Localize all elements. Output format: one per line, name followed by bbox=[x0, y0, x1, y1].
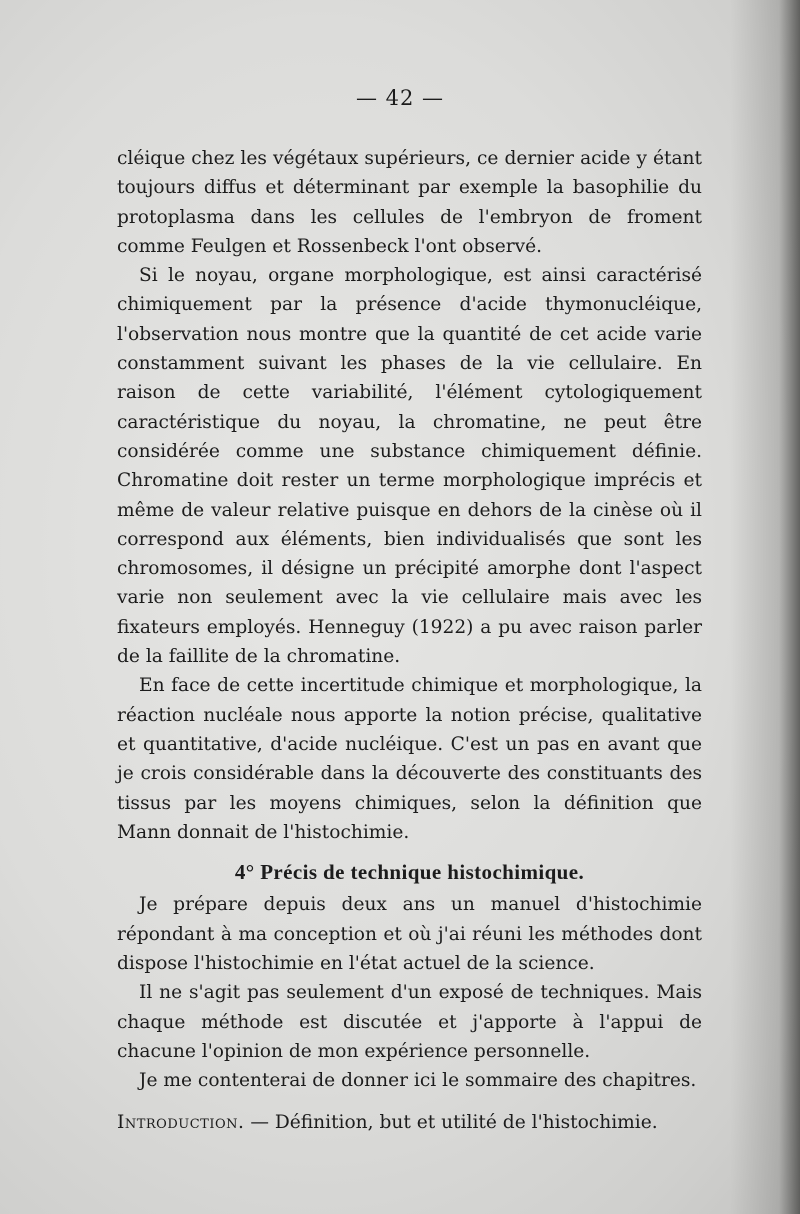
paragraph: Je prépare depuis deux ans un manuel d'histochimie répondant à ma conception et où j'ai réuni les méthodes dont dispose l'histochimie en l'état actuel de la science. bbox=[117, 894, 702, 975]
introduction-line bbox=[117, 1108, 702, 1137]
page-number: — 42 — bbox=[355, 86, 445, 110]
page-edge-shadow bbox=[730, 0, 800, 1214]
paragraph: Il ne s'agit pas seulement d'un exposé de techniques. Mais chaque méthode est discutée et j'apporte à l'appui de chacune l'opinion de mon expérience personnelle. bbox=[117, 982, 702, 1062]
paragraph: cléique chez les végétaux supérieurs, ce dernier acide y étant toujours diffus et déterminant par exemple la basophilie du protoplasma dans les cellules de l'embryon de froment comme Feulgen et Rossenbeck l'ont observé. bbox=[117, 148, 702, 257]
paragraph: Si le noyau, organe morphologique, est ainsi caractérisé chimiquement par la présence d'acide thymonucléique, l'observation nous montre que la quantité de cet acide varie constamment suivant les phases de la vie cellulaire. En raison de cette variabilité, l'élément cytologiquement caractéristique du noyau, la chromatine, ne peut être considérée comme une substance chimiquement définie. Chromatine doit rester un terme morphologique imprécis et même de valeur relative puisque en dehors de la cinèse où il correspond aux éléments, bien individualisés que sont les chromosomes, il désigne un précipité amorphe dont l'aspect varie non seulement avec la vie cellulaire mais avec les fixateurs employés. Henneguy (1922) a pu avec raison parler de la faillite de la chromatine. bbox=[117, 265, 702, 668]
body-text bbox=[117, 144, 702, 1137]
paragraph: En face de cette incertitude chimique et morphologique, la réaction nucléale nous apporte la notion précise, qualitative et quantitative, d'acide nucléique. C'est un pas en avant que je crois considérable dans la découverte des constituants des tissus par les moyens chimiques, selon la définition que Mann donnait de l'histochimie. bbox=[117, 675, 702, 843]
introduction-text: — Définition, but et utilité de l'histochimie. bbox=[244, 1111, 658, 1133]
paragraph: Je me contenterai de donner ici le sommaire des chapitres. bbox=[139, 1070, 697, 1092]
introduction-label: Introduction. bbox=[117, 1111, 245, 1133]
section-heading: 4° Précis de technique histochimique. bbox=[234, 860, 585, 885]
